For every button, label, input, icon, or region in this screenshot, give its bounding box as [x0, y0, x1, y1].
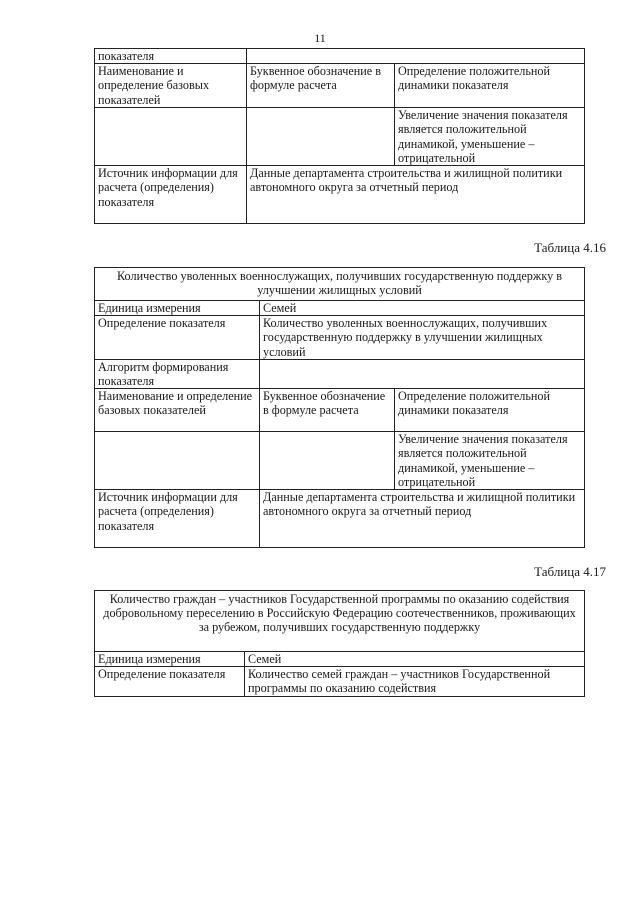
algorithm-label: Алгоритм формирования показателя [95, 359, 260, 388]
table-row [95, 64, 585, 108]
definition-value: Количество уволенных военнослужащих, получивших государственную поддержку в улучшении жилищных условий [260, 316, 585, 360]
unit-value: Семей [260, 301, 585, 316]
table-row [95, 108, 585, 166]
table-row [95, 359, 585, 388]
table-row [95, 490, 585, 548]
source-label: Источник информации для расчета (определения) показателя [95, 490, 260, 548]
names-label: Наименование и определение базовых показателей [95, 64, 247, 108]
table-row [95, 316, 585, 360]
tail-label: показателя [95, 49, 247, 64]
source-value: Данные департамента строительства и жилищной политики автономного округа за отчетный период [247, 166, 585, 224]
dynamics-value: Увеличение значения показателя является положительной динамикой, уменьшение – отрицательной [395, 432, 585, 490]
letter-label: Буквенное обозначение в формуле расчета [260, 389, 395, 432]
algorithm-value [260, 359, 585, 388]
empty-cell [247, 108, 395, 166]
names-label: Наименование и определение базовых показателей [95, 389, 260, 432]
dynamics-label: Определение положительной динамики показателя [395, 64, 585, 108]
table-continuation [94, 48, 585, 224]
unit-label: Единица измерения [95, 652, 245, 667]
table-title: Количество уволенных военнослужащих, получивших государственную поддержку в улучшении жилищных условий [95, 268, 585, 301]
tail-empty [247, 49, 585, 64]
empty-cell [95, 108, 247, 166]
dynamics-value: Увеличение значения показателя является положительной динамикой, уменьшение – отрицательной [395, 108, 585, 166]
table-row [95, 49, 585, 64]
table-row [95, 432, 585, 490]
definition-label: Определение показателя [95, 316, 260, 360]
table-row [95, 652, 585, 667]
table-title: Количество граждан – участников Государственной программы по оказанию содействия добровольному переселению в Российскую Федерацию соотечественников, проживающих за рубежом, получивших государственную поддержку [95, 591, 585, 652]
page-number: 11 [314, 31, 326, 45]
empty-cell [260, 432, 395, 490]
unit-value: Семей [245, 652, 585, 667]
source-value: Данные департамента строительства и жилищной политики автономного округа за отчетный период [260, 490, 585, 548]
letter-label: Буквенное обозначение в формуле расчета [247, 64, 395, 108]
table-row [95, 667, 585, 696]
source-label: Источник информации для расчета (определения) показателя [95, 166, 247, 224]
unit-label: Единица измерения [95, 301, 260, 316]
table-row [95, 389, 585, 432]
table-row [95, 166, 585, 224]
table-row [95, 268, 585, 301]
table-caption-4-17: Таблица 4.17 [534, 564, 606, 579]
table-4-16 [94, 267, 585, 548]
table-4-17 [94, 590, 585, 697]
table-row [95, 301, 585, 316]
dynamics-label: Определение положительной динамики показателя [395, 389, 585, 432]
table-caption-4-16: Таблица 4.16 [534, 240, 606, 255]
definition-value: Количество семей граждан – участников Государственной программы по оказанию содействия [245, 667, 585, 696]
empty-cell [95, 432, 260, 490]
table-row [95, 591, 585, 652]
definition-label: Определение показателя [95, 667, 245, 696]
